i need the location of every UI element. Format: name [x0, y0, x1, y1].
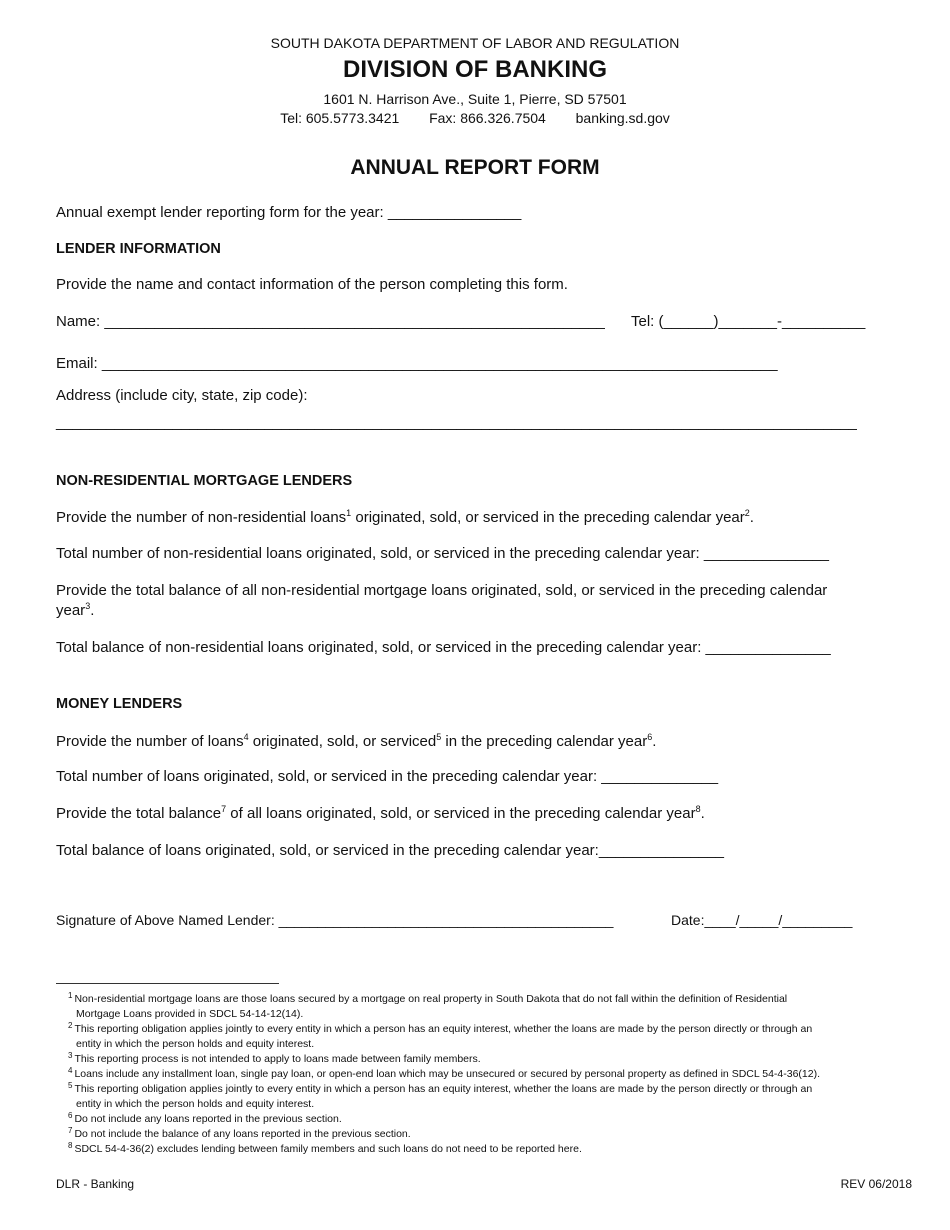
footnote-1: $^1$ Non-residential mortgage loans are those loans secured by a mortgage on real property in South Dakota that do not fall within the definition of Residential Mortgage Loans provided in SDCL 54-14-12(14).: [68, 990, 788, 1020]
money-lenders-count-field[interactable]: Total number of loans originated, sold, or serviced in the preceding calendar year: ______________: [56, 768, 719, 785]
email-field[interactable]: Email: _________________________________________________________________________________: [56, 355, 778, 372]
office-address: 1601 N. Harrison Ave., Suite 1, Pierre, SD 57501: [323, 91, 627, 107]
lender-info-instruction: Provide the name and contact information of the person completing this form.: [56, 276, 568, 293]
office-tel: Tel: 605.5773.3421: [280, 110, 400, 126]
footnote-7: $^7$ Do not include the balance of any loans reported in the previous section.: [68, 1125, 411, 1140]
non-residential-instruction-balance: Provide the total balance of all non-residential mortgage loans originated, sold, or serviced in the preceding calendar: [56, 582, 828, 599]
non-residential-instruction-balance-cont: year$^3$.: [56, 601, 95, 619]
footnote-6: $^6$ Do not include any loans reported in the previous section.: [68, 1110, 342, 1125]
money-lenders-heading: MONEY LENDERS: [56, 696, 183, 712]
footnote-3: $^3$ This reporting process is not intended to apply to loans made between family members.: [68, 1050, 481, 1065]
form-title: ANNUAL REPORT FORM: [350, 156, 600, 179]
signature-field[interactable]: Signature of Above Named Lender: ___________________________________________: [56, 912, 614, 928]
name-field[interactable]: Name: ____________________________________________________________: [56, 313, 605, 330]
footnote-2: $^2$ This reporting obligation applies jointly to every entity in which a person has an equity interest, whether the loans are made by the person directly or through an entity in which the person holds and equity interest.: [68, 1020, 813, 1050]
money-lenders-instruction-balance: Provide the total balance$^7$ of all loans originated, sold, or serviced in the preceding calendar year$^8$.: [56, 804, 705, 822]
footnote-ref-6: 6: [647, 732, 653, 742]
division-title: DIVISION OF BANKING: [342, 56, 607, 83]
footnote-4: $^4$ Loans include any installment loan, single pay loan, or open-end loan which may be unsecured or secured by personal property as defined in SDCL 54-4-36(12).: [68, 1065, 821, 1080]
office-website[interactable]: banking.sd.gov: [575, 110, 670, 126]
footnote-ref-4: 4: [243, 732, 249, 742]
lender-info-heading: LENDER INFORMATION: [56, 241, 221, 257]
footnote-8: $^8$ SDCL 54-4-36(2) excludes lending between family members and such loans do not need to be reported here.: [68, 1140, 582, 1155]
money-lenders-balance-field[interactable]: Total balance of loans originated, sold, or serviced in the preceding calendar year:_______________: [56, 842, 724, 859]
contact-line: [0, 110, 950, 126]
footnote-ref-5: 5: [436, 732, 442, 742]
year-field[interactable]: Annual exempt lender reporting form for the year: ________________: [56, 204, 522, 221]
footnote-ref-1: 1: [346, 508, 352, 518]
footnote-5: $^5$ This reporting obligation applies jointly to every entity in which a person has an equity interest, whether the loans are made by the person directly or through an entity in which the person holds and equity interest.: [68, 1080, 813, 1110]
non-residential-heading: NON-RESIDENTIAL MORTGAGE LENDERS: [56, 473, 353, 489]
money-lenders-instruction-count: Provide the number of loans$^4$ originated, sold, or serviced$^5$ in the preceding calendar year$^6$.: [56, 732, 657, 750]
address-label: Address (include city, state, zip code):: [56, 387, 308, 404]
footnote-divider: [56, 983, 279, 984]
footnotes: [68, 992, 898, 1157]
footnote-ref-7: 7: [221, 804, 227, 814]
footnote-ref-2: 2: [744, 508, 750, 518]
tel-field[interactable]: Tel: (______)_______-__________: [631, 313, 866, 330]
non-residential-balance-field[interactable]: Total balance of non-residential loans originated, sold, or serviced in the preceding calendar year: _______________: [56, 639, 831, 656]
footnote-ref-8: 8: [695, 804, 701, 814]
office-fax: Fax: 866.326.7504: [429, 110, 546, 126]
non-residential-instruction-count: Provide the number of non-residential loans$^1$ originated, sold, or serviced in the preceding calendar year$^2$.: [56, 508, 754, 526]
footnote-ref-3: 3: [85, 601, 91, 611]
department-name: SOUTH DAKOTA DEPARTMENT OF LABOR AND REGULATION: [270, 35, 680, 51]
footer-left: DLR - Banking: [56, 1177, 135, 1191]
footer-revision: REV 06/2018: [840, 1177, 912, 1191]
date-field[interactable]: Date:____/_____/_________: [671, 912, 853, 928]
address-field[interactable]: ________________________________________________________________________________________________: [56, 414, 857, 431]
non-residential-count-field[interactable]: Total number of non-residential loans originated, sold, or serviced in the preceding calendar year: _______________: [56, 545, 830, 562]
